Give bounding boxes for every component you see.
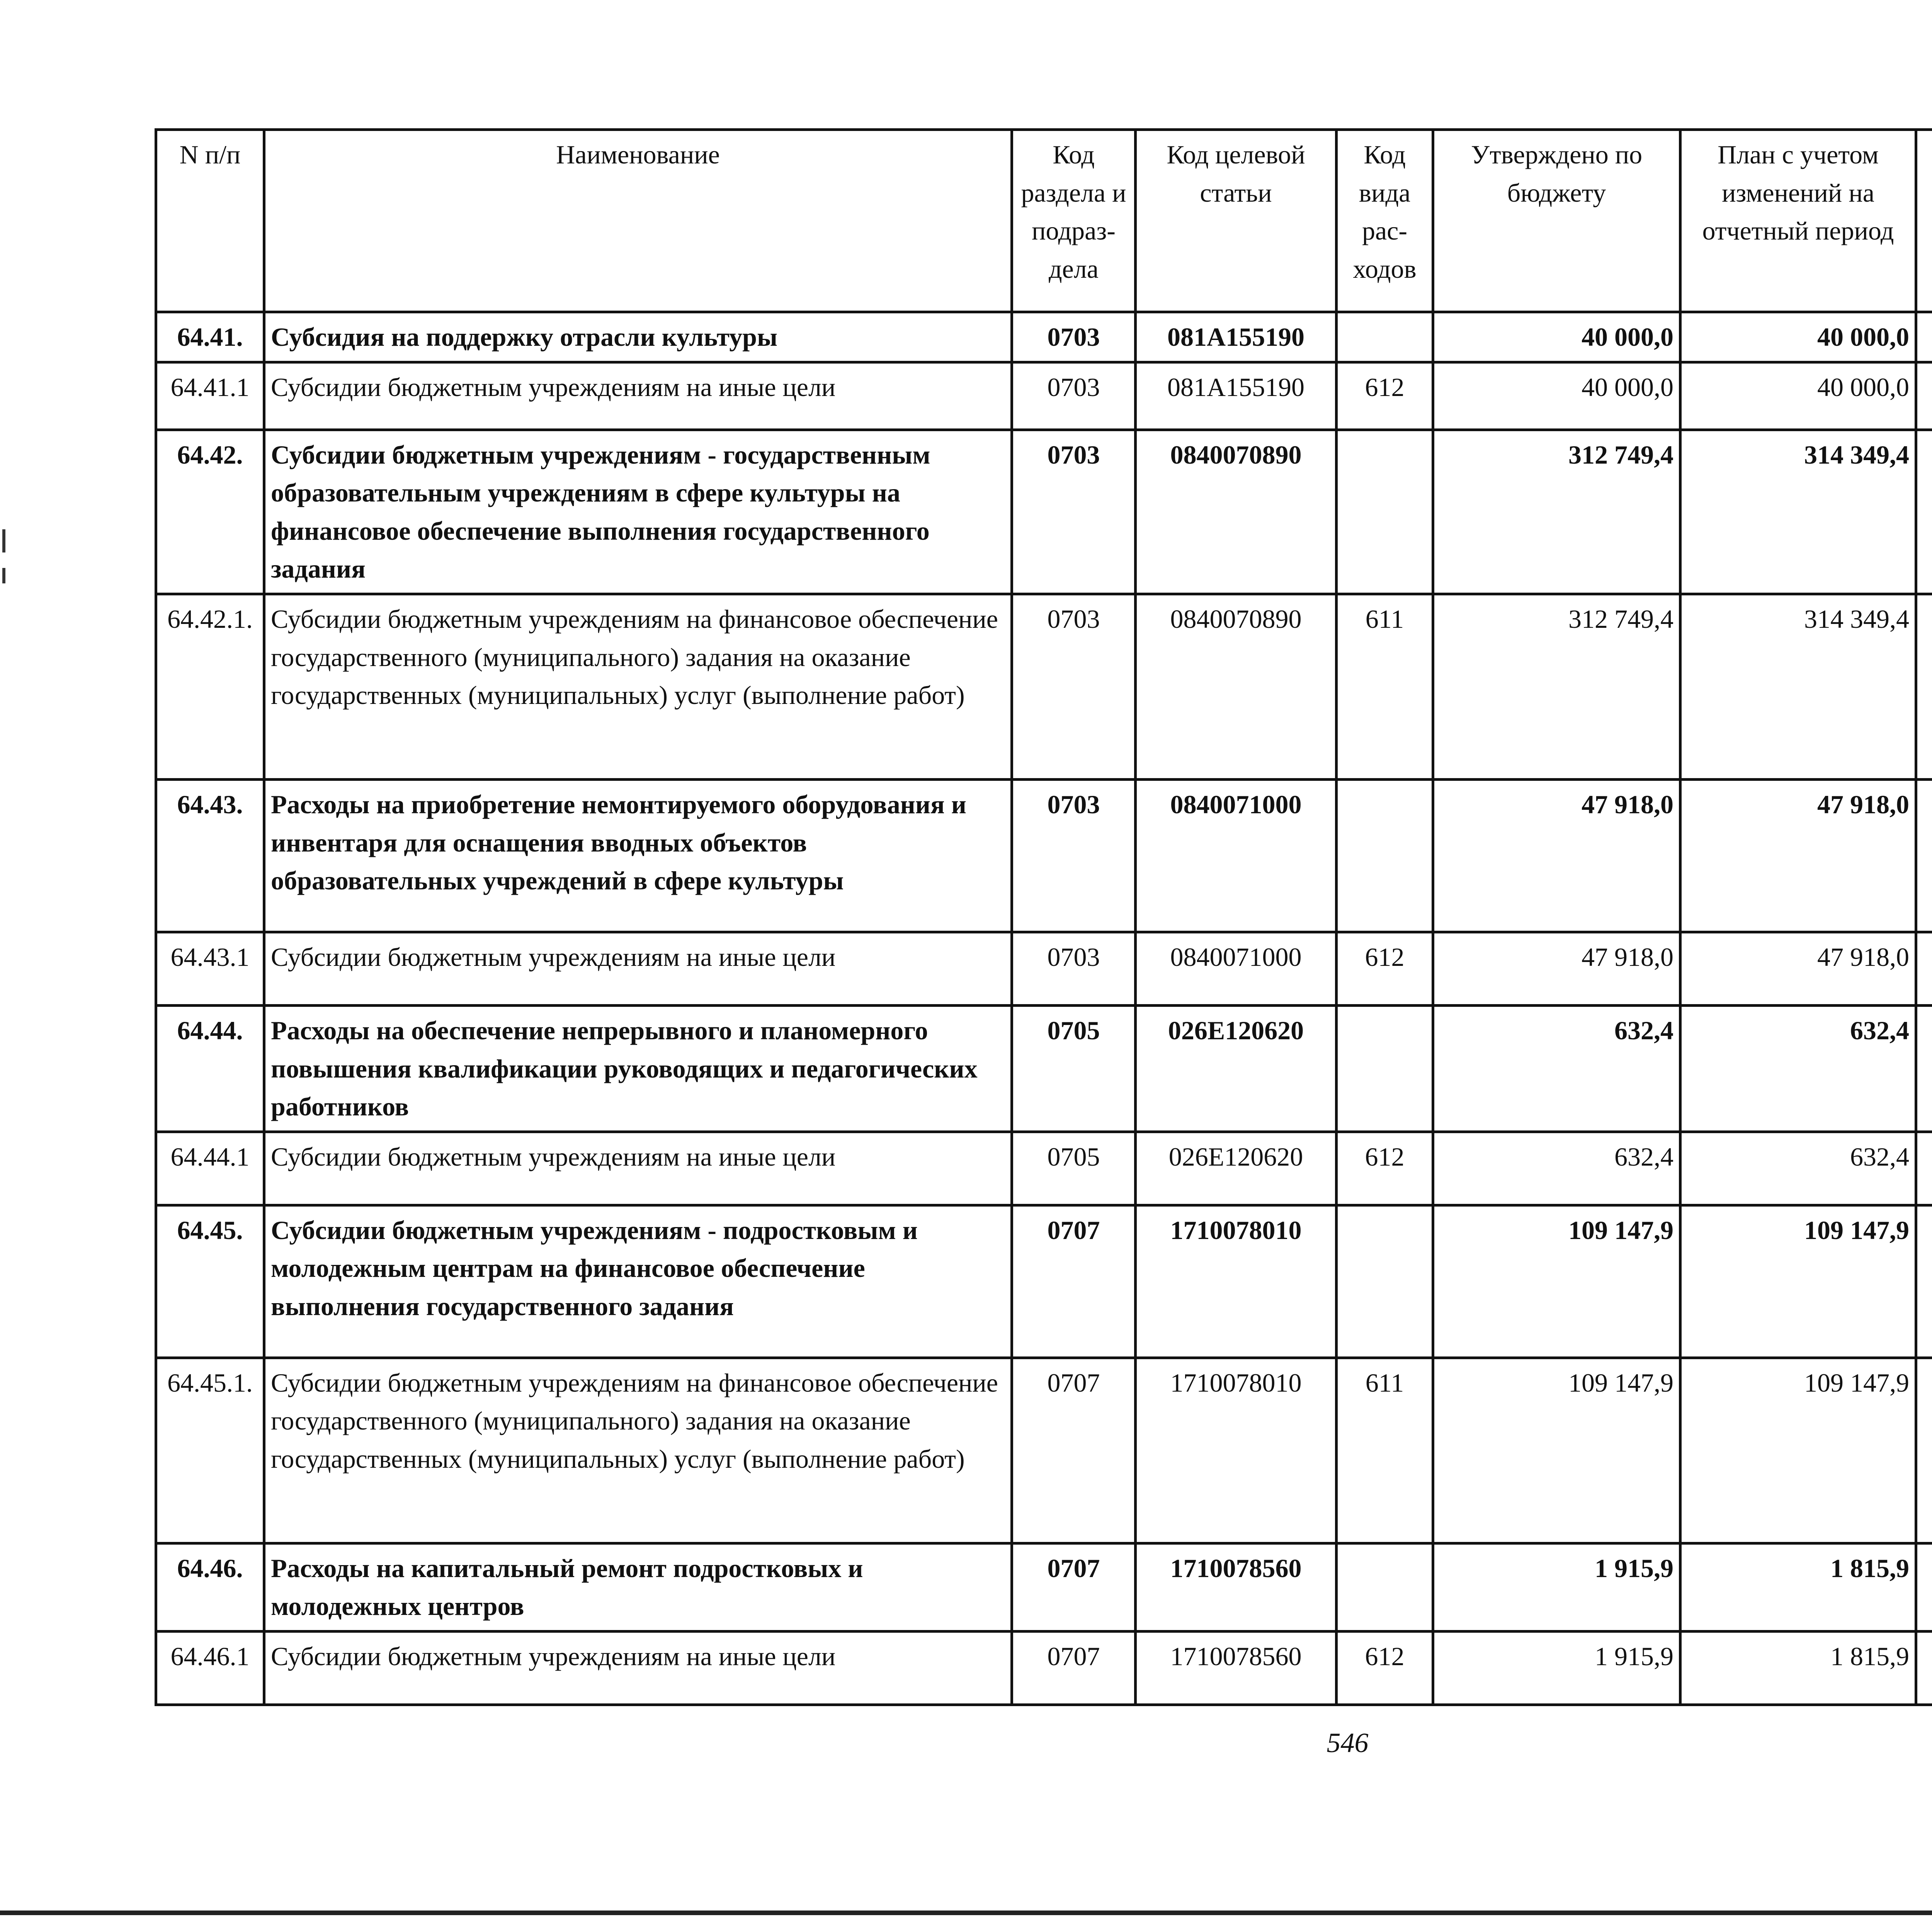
- cell-num: 64.41.1: [156, 362, 264, 430]
- cell-num: 64.42.1.: [156, 594, 264, 779]
- cell-section-code: 0707: [1012, 1205, 1136, 1358]
- cell-expense-kind: [1337, 1205, 1433, 1358]
- cell-name: Расходы на обеспечение непрерывного и планомерного повышения квалификации руководящих и педагогических работников: [264, 1005, 1012, 1132]
- cell-expense-kind: [1337, 312, 1433, 362]
- cell-name: Субсидии бюджетным учреждениям - государственным образовательным учреждениям в сфере культуры на финансовое обеспечение выполнения государственного задания: [264, 430, 1012, 594]
- cell-plan: 314 349,4: [1680, 594, 1916, 779]
- cell-section-code: 0703: [1012, 779, 1136, 932]
- cell-executed: [1916, 1543, 1932, 1631]
- cell-approved: 632,4: [1433, 1132, 1680, 1205]
- table-row: [156, 932, 1932, 1005]
- cell-approved: 109 147,9: [1433, 1358, 1680, 1543]
- cell-plan: 109 147,9: [1680, 1205, 1916, 1358]
- cell-approved: 1 915,9: [1433, 1631, 1680, 1705]
- table-row: [156, 1358, 1932, 1543]
- cell-name: Субсидии бюджетным учреждениям на финансовое обеспечение государственного (муниципального) задания на оказание государственных (муниципальных) услуг (выполнение работ): [264, 1358, 1012, 1543]
- bottom-rule: [0, 1911, 1932, 1915]
- cell-expense-kind: 611: [1337, 594, 1433, 779]
- cell-expense-kind: [1337, 1005, 1433, 1132]
- cell-executed: [1916, 362, 1932, 430]
- cell-expense-kind: 612: [1337, 1631, 1433, 1705]
- cell-section-code: 0707: [1012, 1631, 1136, 1705]
- cell-executed: [1916, 430, 1932, 594]
- table-row: [156, 779, 1932, 932]
- cell-target-code: 026E120620: [1136, 1005, 1337, 1132]
- cell-executed: [1916, 932, 1932, 1005]
- cell-expense-kind: [1337, 1543, 1433, 1631]
- cell-name: Расходы на приобретение немонтируемого оборудования и инвентаря для оснащения вводных объектов образовательных учреждений в сфере культуры: [264, 779, 1012, 932]
- cell-approved: 312 749,4: [1433, 594, 1680, 779]
- cell-approved: 109 147,9: [1433, 1205, 1680, 1358]
- cell-name: Субсидии бюджетным учреждениям на иные цели: [264, 1132, 1012, 1205]
- cell-executed: [1916, 1631, 1932, 1705]
- cell-executed: [1916, 779, 1932, 932]
- cell-target-code: 0840070890: [1136, 594, 1337, 779]
- cell-target-code: 1710078560: [1136, 1631, 1337, 1705]
- cell-num: 64.46.1: [156, 1631, 264, 1705]
- cell-num: 64.43.: [156, 779, 264, 932]
- cell-executed: [1916, 1358, 1932, 1543]
- table-body: [156, 312, 1932, 1705]
- cell-section-code: 0703: [1012, 594, 1136, 779]
- cell-target-code: 0840071000: [1136, 779, 1337, 932]
- cell-section-code: 0705: [1012, 1005, 1136, 1132]
- cell-executed: [1916, 594, 1932, 779]
- cell-num: 64.43.1: [156, 932, 264, 1005]
- cell-name: Расходы на капитальный ремонт подростковых и молодежных центров: [264, 1543, 1012, 1631]
- cell-executed: [1916, 312, 1932, 362]
- header-name: Наименование: [264, 130, 1012, 312]
- cell-num: 64.41.: [156, 312, 264, 362]
- cell-num: 64.44.1: [156, 1132, 264, 1205]
- cell-approved: 1 915,9: [1433, 1543, 1680, 1631]
- table-row: [156, 1005, 1932, 1132]
- cell-approved: 47 918,0: [1433, 932, 1680, 1005]
- cell-expense-kind: 612: [1337, 932, 1433, 1005]
- cell-target-code: 081A155190: [1136, 312, 1337, 362]
- header-num: N п/п: [156, 130, 264, 312]
- cell-section-code: 0703: [1012, 430, 1136, 594]
- cell-approved: 632,4: [1433, 1005, 1680, 1132]
- cell-expense-kind: 611: [1337, 1358, 1433, 1543]
- cell-num: 64.42.: [156, 430, 264, 594]
- cell-expense-kind: [1337, 430, 1433, 594]
- scan-artifact: [2, 568, 5, 583]
- cell-target-code: 1710078560: [1136, 1543, 1337, 1631]
- header-section-code: Код раздела и подраз-дела: [1012, 130, 1136, 312]
- cell-plan: 109 147,9: [1680, 1358, 1916, 1543]
- cell-name: Субсидии бюджетным учреждениям на иные цели: [264, 362, 1012, 430]
- cell-expense-kind: 612: [1337, 362, 1433, 430]
- cell-plan: 40 000,0: [1680, 362, 1916, 430]
- table-row: [156, 1205, 1932, 1358]
- cell-target-code: 1710078010: [1136, 1205, 1337, 1358]
- cell-num: 64.45.1.: [156, 1358, 264, 1543]
- cell-name: Субсидии бюджетным учреждениям на финансовое обеспечение государственного (муниципального) задания на оказание государственных (муниципальных) услуг (выполнение работ): [264, 594, 1012, 779]
- cell-plan: 1 815,9: [1680, 1543, 1916, 1631]
- cell-plan: 47 918,0: [1680, 779, 1916, 932]
- cell-executed: [1916, 1205, 1932, 1358]
- cell-section-code: 0703: [1012, 312, 1136, 362]
- cell-plan: 314 349,4: [1680, 430, 1916, 594]
- table-row: [156, 1543, 1932, 1631]
- cell-target-code: 026E120620: [1136, 1132, 1337, 1205]
- table-row: [156, 594, 1932, 779]
- scan-artifact: [2, 529, 5, 552]
- budget-execution-table: [155, 128, 1932, 1706]
- cell-expense-kind: 612: [1337, 1132, 1433, 1205]
- cell-num: 64.44.: [156, 1005, 264, 1132]
- cell-target-code: 1710078010: [1136, 1358, 1337, 1543]
- cell-target-code: 0840071000: [1136, 932, 1337, 1005]
- page-number: 546: [1327, 1727, 1369, 1758]
- cell-section-code: 0703: [1012, 932, 1136, 1005]
- header-target-code: Код целевой статьи: [1136, 130, 1337, 312]
- cell-target-code: 081A155190: [1136, 362, 1337, 430]
- table-row: [156, 1631, 1932, 1705]
- cell-section-code: 0705: [1012, 1132, 1136, 1205]
- cell-approved: 312 749,4: [1433, 430, 1680, 594]
- cell-approved: 40 000,0: [1433, 362, 1680, 430]
- cell-name: Субсидии бюджетным учреждениям на иные цели: [264, 1631, 1012, 1705]
- cell-section-code: 0707: [1012, 1358, 1136, 1543]
- cell-section-code: 0703: [1012, 362, 1136, 430]
- cell-executed: [1916, 1132, 1932, 1205]
- cell-name: Субсидия на поддержку отрасли культуры: [264, 312, 1012, 362]
- table-row: [156, 312, 1932, 362]
- cell-plan: 1 815,9: [1680, 1631, 1916, 1705]
- cell-section-code: 0707: [1012, 1543, 1136, 1631]
- table-row: [156, 362, 1932, 430]
- table-row: [156, 1132, 1932, 1205]
- cell-plan: 632,4: [1680, 1005, 1916, 1132]
- cell-plan: 632,4: [1680, 1132, 1916, 1205]
- cell-target-code: 0840070890: [1136, 430, 1337, 594]
- table-row: [156, 430, 1932, 594]
- header-executed: [1916, 130, 1932, 312]
- cell-approved: 47 918,0: [1433, 779, 1680, 932]
- cell-num: 64.46.: [156, 1543, 264, 1631]
- cell-name: Субсидии бюджетным учреждениям на иные цели: [264, 932, 1012, 1005]
- cell-plan: 47 918,0: [1680, 932, 1916, 1005]
- header-approved: Утверждено по бюджету: [1433, 130, 1680, 312]
- cell-name: Субсидии бюджетным учреждениям - подростковым и молодежным центрам на финансовое обеспечение выполнения государственного задания: [264, 1205, 1012, 1358]
- cell-plan: 40 000,0: [1680, 312, 1916, 362]
- cell-num: 64.45.: [156, 1205, 264, 1358]
- header-expense-kind: Код вида рас-ходов: [1337, 130, 1433, 312]
- cell-approved: 40 000,0: [1433, 312, 1680, 362]
- cell-executed: [1916, 1005, 1932, 1132]
- cell-expense-kind: [1337, 779, 1433, 932]
- table-header: [156, 130, 1932, 312]
- header-plan: План с учетом изменений на отчетный период: [1680, 130, 1916, 312]
